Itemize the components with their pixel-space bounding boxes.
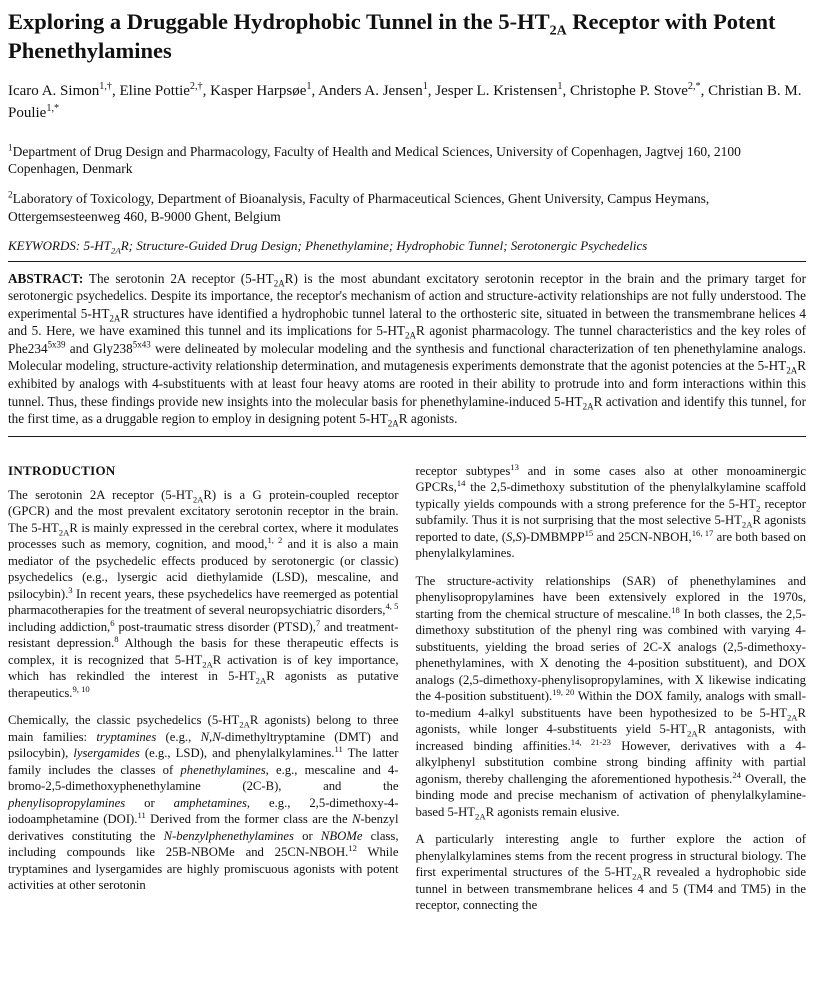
body-columns [8,463,806,925]
paper-title: Exploring a Druggable Hydrophobic Tunnel in the $5-HT_{2A}$ Receptor with Potent Phenethylamines [8,9,776,63]
author-list: Icaro A. Simon$^{1,\dagger}$, Eline Pottie$^{2,\dagger}$, Kasper Harpsøe$^1$, Anders A. Jensen$^1$, Jesper L. Kristensen$^1$, Christophe P. Stove$^{2,*}$, Christian B. M. Poulie$^{1,*}$ [8,80,802,122]
intro-paragraph: Chemically, the classic psychedelics ($5-HT_{2A}R$ agonists) belong to three main families: tryptamines (e.g., N,N-dimethyltryptamine (DMT) and psilocybin), lysergamides (e.g., LSD), and phenylalkylamines.$^{11}$ The latter family includes the classes of phenethylamines, e.g., mescaline and 4-bromo-2,5-dimethoxyphenethylamine (2C-B), and the phenylisopropylamines or amphetamines, e.g., 2,5-dimethoxy-4-iodoamphetamine (DOI).$^{11}$ Derived from the former class are the N-benzyl derivatives constituting the N-benzylphenethylamines or NBOMe class, including compounds like 25B-NBOMe and 25CN-NBOH.$^{12}$ While tryptamines and lysergamides are highly promiscuous agonists with potent activities at other serotonin [8,713,399,893]
keywords-line: KEYWORDS: $5-HT_{2A}R$; Structure-Guided Drug Design; Phenethylamine; Hydrophobic Tunnel; Serotonergic Psychedelics [8,237,648,256]
affiliation-2: $^2$Laboratory of Toxicology, Department of Bioanalysis, Faculty of Pharmaceutical Sciences, Ghent University, Campus Heymans, Ottergemsesteenweg 460, B-9000 Ghent, Belgium [8,189,710,225]
intro-paragraph: The structure-activity relationships (SAR) of phenethylamines and phenylisopropylamines have been extensively explored in the 1970s, starting from the chemical structure of mescaline.$^{18}$ In both classes, the 2,5-dimethoxy substitution of the phenyl ring was combined with varying 4-substituents, yielding the broad series of 2C-X analogs (2,5-dimethoxy-phenethylamines, with X denoting the 4-position substituent), and DOX analogs (2,5-dimethoxy-phenylisopropylamines, with X likewise indicating the 4-position substituent).$^{19, 20}$ Within the DOX family, analogs with small-to-medium 4-alkyl substituents have been hypothesized to be $5-HT_{2A}R$ agonists, while longer 4-substituents yield $5-HT_{2A}R$ antagonists, with increased binding affinities.$^{14, 21-23}$ However, derivatives with a 4-alkylphenyl substitution combine strong binding affinity with partial agonism, thereby challenging the aforementioned hypothesis.$^{24}$ Overall, the binding mode and precise mechanism of activation of phenylalkylamine-based $5-HT_{2A}R$ agonists remain elusive. [415,573,807,822]
section-heading-introduction: INTRODUCTION [8,462,116,478]
abstract: ABSTRACT: The serotonin 2A receptor $(5-HT_{2A}R)$ is the most abundant excitatory serotonin receptor in the brain and the primary target for serotonergic psychedelics. Despite its importance, the receptor's mechanism of action and structure-activity relationships are not fully understood. The experimental $5-HT_{2A}R$ structures have identified a hydrophobic tunnel lateral to the orthosteric site, situated in between the transmembrane helices 4 and 5. Here, we have examined this tunnel and its implications for $5-HT_{2A}R$ agonist pharmacology. The tunnel characteristics and the key roles of $Phe234^{5x39}$ and $Gly238^{5x43}$ were delineated by molecular modeling and the synthesis and functional characterization of ten phenethylamine analogs. Molecular modeling, structure-activity relationship determination, and mutagenesis experiments demonstrate that the agonist potencies at the $5-HT_{2A}R$ exhibited by analogs with 4-substituents with at least four heavy atoms are rooted in their ability to protrude into and form interactions within this tunnel. Thus, these findings provide new insights into the molecular basis for phenethylamine-induced $5-HT_{2A}R$ activation and identify this tunnel, for the first time, as a druggable region to employ in designing potent $5-HT_{2A}R$ agonists. [8,270,806,429]
divider-above-abstract [8,261,806,262]
intro-paragraph: The serotonin 2A receptor $(5-HT_{2A}R)$ is a G protein-coupled receptor (GPCR) and the most prevalent excitatory serotonin receptor in the brain. The $5-HT_{2A}R$ is mainly expressed in the cerebral cortex, where it modulates processes such as memory, cognition, and mood,$^{1, 2}$ and it is also a main mediator of the psychedelic effects produced by serotonergic (or classic) psychedelics (e.g., lysergic acid diethylamide (LSD), mescaline, and psilocybin).$^3$ In recent years, these psychedelics have reemerged as potential pharmacotherapies for the treatment of several neuropsychiatric disorders,$^{4, 5}$ including addiction,$^6$ post-traumatic stress disorder (PTSD),$^7$ and treatment-resistant depression.$^8$ Although the basis for these therapeutic effects is complex, it is recognized that $5-HT_{2A}R$ activation is of key importance, which has rekindled the interest in $5-HT_{2A}R$ agonists as putative therapeutics.$^{9, 10}$ [8,487,399,700]
left-column [8,463,399,925]
intro-paragraph: receptor subtypes$^{13}$ and in some cases also at other monoaminergic GPCRs,$^{14}$ the 2,5-dimethoxy substitution of the phenylalkylamine scaffold typically yields compounds with a strong preference for the $5-HT_2$ receptor subfamily. Thus it is not surprising that the most selective $5-HT_{2A}R$ agonists reported to date, (S,S)-DMBMPP$^{15}$ and 25CN-NBOH,$^{16, 17}$ are both based on phenylalkylamines. [415,461,807,561]
affiliation-1: $^1$Department of Drug Design and Pharmacology, Faculty of Health and Medical Sciences, University of Copenhagen, Jagtvej 160, 2100 Copenhagen, Denmark [8,142,741,177]
intro-paragraph: A particularly interesting angle to further explore the action of phenylalkylamines stems from the recent progress in structural biology. The first experimental structures of the $5-HT_{2A}R$ revealed a hydrophobic side tunnel in between transmembrane helices 4 and 5 (TM4 and TM5) in the receptor, connecting the [415,832,806,913]
divider-below-abstract [8,436,806,437]
right-column [416,463,807,925]
